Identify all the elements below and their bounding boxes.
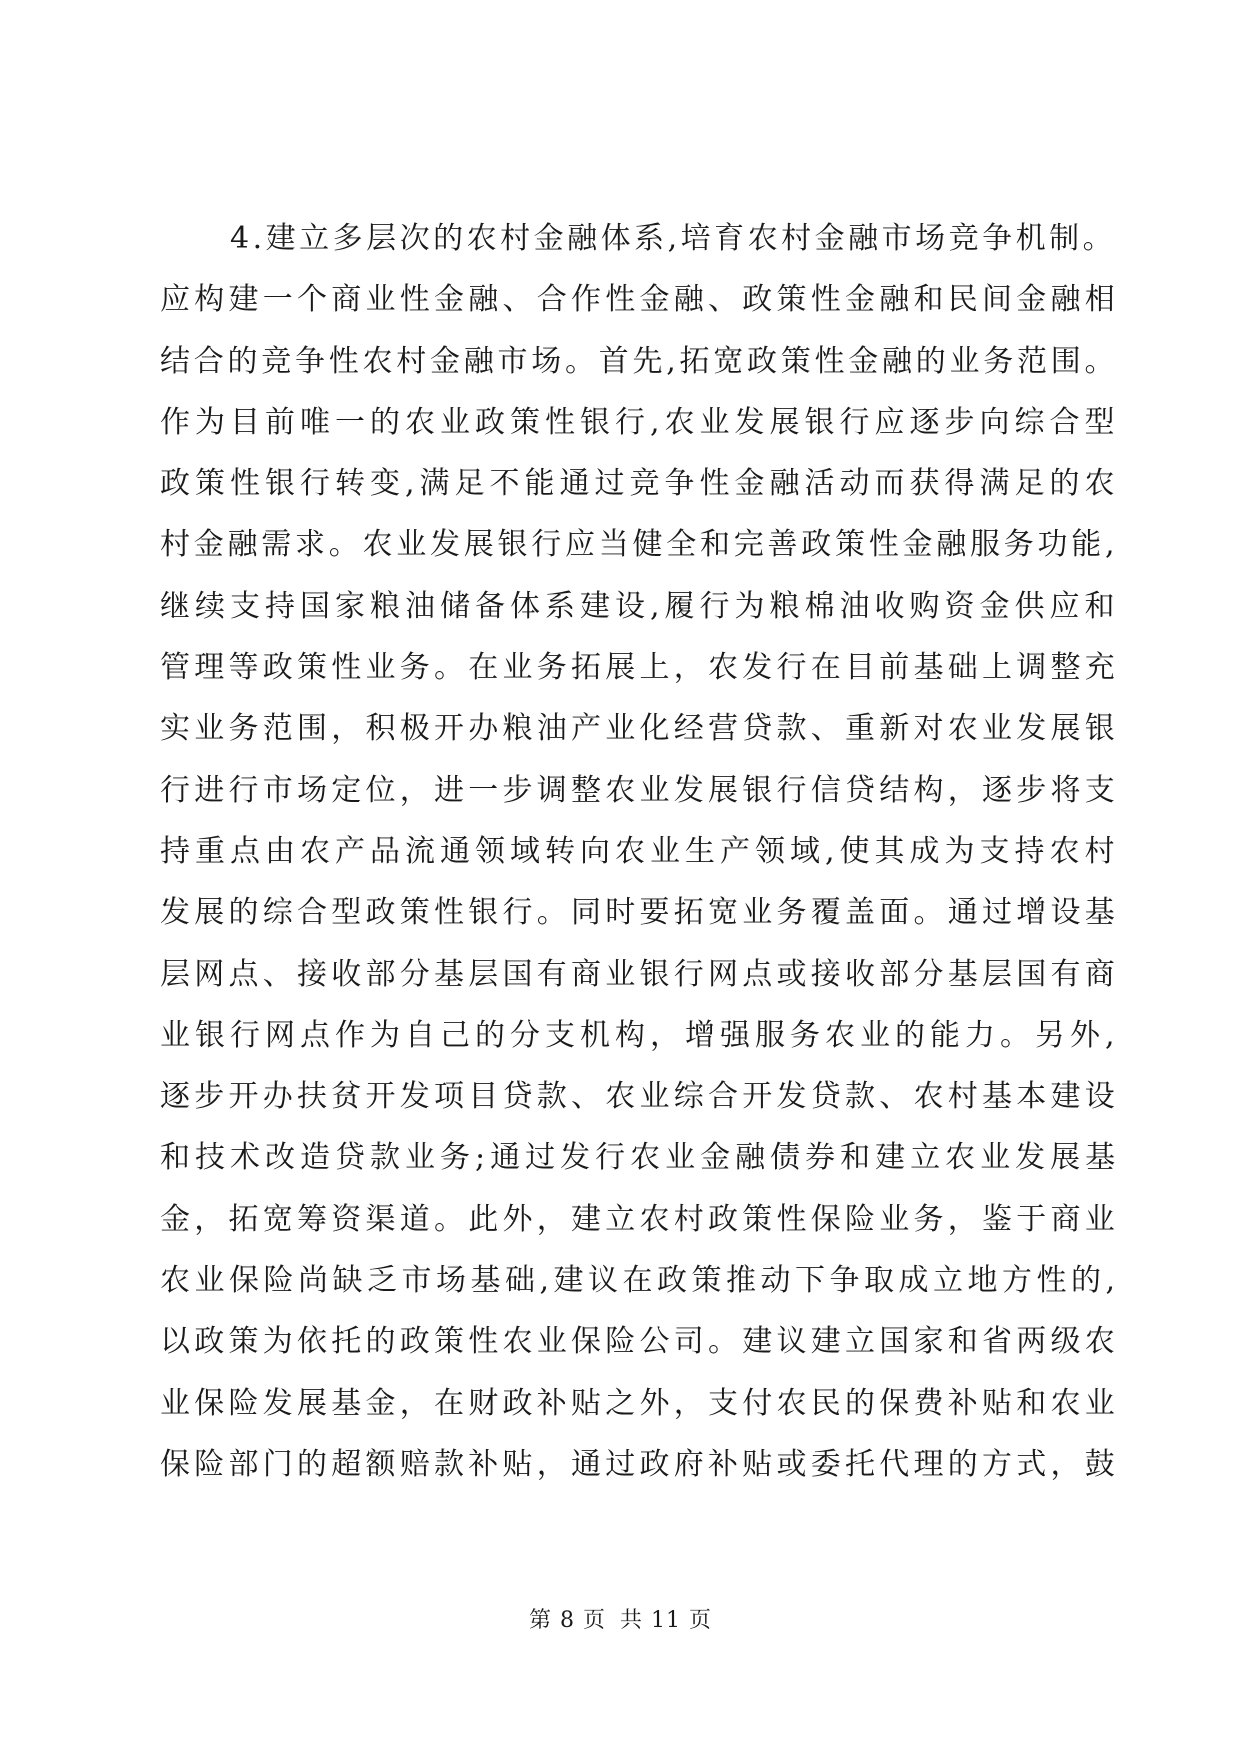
text-line: 层网点、接收部分基层国有商业银行网点或接收部分基层国有商 — [160, 956, 1119, 992]
text-line: 业保险发展基金，在财政补贴之外，支付农民的保费补贴和农业 — [160, 1385, 1119, 1421]
text-line: 金，拓宽筹资渠道。此外，建立农村政策性保险业务，鉴于商业 — [160, 1201, 1119, 1237]
text-line: 应构建一个商业性金融、合作性金融、政策性金融和民间金融相 — [160, 282, 1119, 318]
text-line: 保险部门的超额赔款补贴，通过政府补贴或委托代理的方式，鼓 — [160, 1446, 1119, 1482]
text-line: 持重点由农产品流通领域转向农业生产领域,使其成为支持农村 — [160, 833, 1120, 869]
text-line: 行进行市场定位，进一步调整农业发展银行信贷结构，逐步将支 — [160, 772, 1119, 808]
text-line: 作为目前唯一的农业政策性银行,农业发展银行应逐步向综合型 — [160, 404, 1120, 440]
text-line: 政策性银行转变,满足不能通过竞争性金融活动而获得满足的农 — [160, 466, 1120, 502]
text-line: 和技术改造贷款业务;通过发行农业金融债券和建立农业发展基 — [160, 1140, 1121, 1176]
text-line: 发展的综合型政策性银行。同时要拓宽业务覆盖面。通过增设基 — [160, 895, 1119, 931]
text-line: 继续支持国家粮油储备体系建设,履行为粮棉油收购资金供应和 — [160, 588, 1120, 624]
text-line: 农业保险尚缺乏市场基础,建议在政策推动下争取成立地方性的, — [160, 1263, 1120, 1299]
text-line: 实业务范围，积极开办粮油产业化经营贷款、重新对农业发展银 — [160, 711, 1119, 747]
text-line: 结合的竞争性农村金融市场。首先,拓宽政策性金融的业务范围。 — [160, 343, 1119, 379]
text-line: 4.建立多层次的农村金融体系,培育农村金融市场竞争机制。 — [230, 221, 1117, 256]
body-paragraph — [160, 208, 1120, 1495]
page-total: 共 11 页 — [620, 1608, 712, 1633]
text-line: 业银行网点作为自己的分支机构，增强服务农业的能力。另外, — [160, 1017, 1120, 1053]
text-line: 以政策为依托的政策性农业保险公司。建议建立国家和省两级农 — [160, 1324, 1119, 1360]
text-line: 管理等政策性业务。在业务拓展上，农发行在目前基础上调整充 — [160, 650, 1119, 686]
text-line: 逐步开办扶贫开发项目贷款、农业综合开发贷款、农村基本建设 — [160, 1079, 1119, 1115]
page-footer — [0, 1606, 1241, 1636]
text-line: 村金融需求。农业发展银行应当健全和完善政策性金融服务功能, — [160, 527, 1119, 563]
page-number: 第 8 页 — [529, 1608, 606, 1633]
